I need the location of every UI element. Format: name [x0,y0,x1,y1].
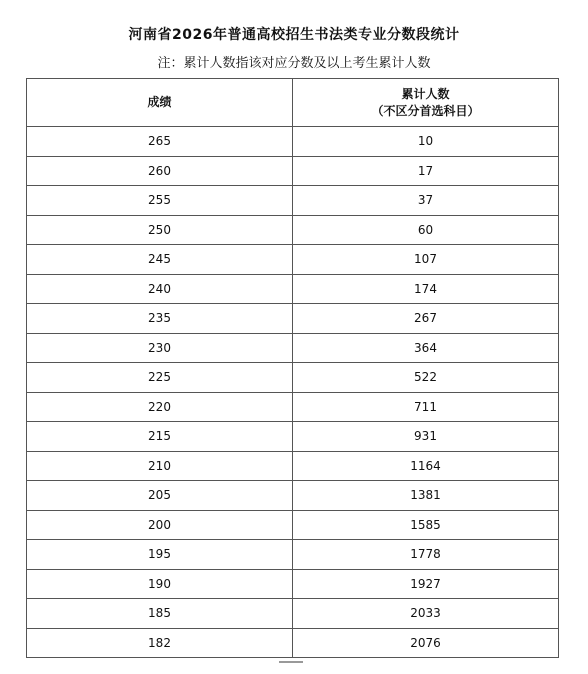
score-cell: 235 [27,304,293,334]
count-cell: 711 [293,392,559,422]
count-cell: 1585 [293,510,559,540]
table-row [27,422,559,452]
table-row [27,451,559,481]
table-row [27,569,559,599]
header-score: 成绩 [27,79,293,127]
header-cumulative [293,79,559,127]
table-row [27,186,559,216]
table-row [27,304,559,334]
table-row [27,215,559,245]
table-row [27,363,559,393]
score-cell: 220 [27,392,293,422]
count-cell: 10 [293,127,559,157]
count-cell: 17 [293,156,559,186]
score-table [26,78,559,658]
score-cell: 240 [27,274,293,304]
table-header-row [27,79,559,127]
score-cell: 245 [27,245,293,275]
count-cell: 522 [293,363,559,393]
score-cell: 255 [27,186,293,216]
table-row [27,510,559,540]
count-cell: 60 [293,215,559,245]
score-cell: 230 [27,333,293,363]
table-row [27,333,559,363]
count-cell: 364 [293,333,559,363]
count-cell: 1927 [293,569,559,599]
score-cell: 225 [27,363,293,393]
score-cell: 205 [27,481,293,511]
page-title: 河南省2026年普通高校招生书法类专业分数段统计 [128,27,460,43]
score-cell: 185 [27,599,293,629]
score-cell: 210 [27,451,293,481]
table-row [27,599,559,629]
count-cell: 2076 [293,628,559,658]
table-row [27,127,559,157]
table-row [27,274,559,304]
page-divider [279,661,303,663]
table-row [27,540,559,570]
header-cumulative-sub: （不区分首选科目） [371,103,480,118]
table-row [27,481,559,511]
table-body [27,127,559,658]
header-cumulative-label: 累计人数 [401,86,450,101]
count-cell: 174 [293,274,559,304]
score-cell: 200 [27,510,293,540]
count-cell: 931 [293,422,559,452]
count-cell: 37 [293,186,559,216]
table-row [27,156,559,186]
score-cell: 260 [27,156,293,186]
score-cell: 250 [27,215,293,245]
count-cell: 2033 [293,599,559,629]
score-cell: 190 [27,569,293,599]
table-row [27,245,559,275]
count-cell: 107 [293,245,559,275]
score-cell: 195 [27,540,293,570]
score-cell: 265 [27,127,293,157]
count-cell: 1164 [293,451,559,481]
table-row [27,392,559,422]
score-cell: 182 [27,628,293,658]
page-note: 注：累计人数指该对应分数及以上考生累计人数 [157,56,431,71]
count-cell: 267 [293,304,559,334]
score-cell: 215 [27,422,293,452]
table-row [27,628,559,658]
count-cell: 1778 [293,540,559,570]
count-cell: 1381 [293,481,559,511]
